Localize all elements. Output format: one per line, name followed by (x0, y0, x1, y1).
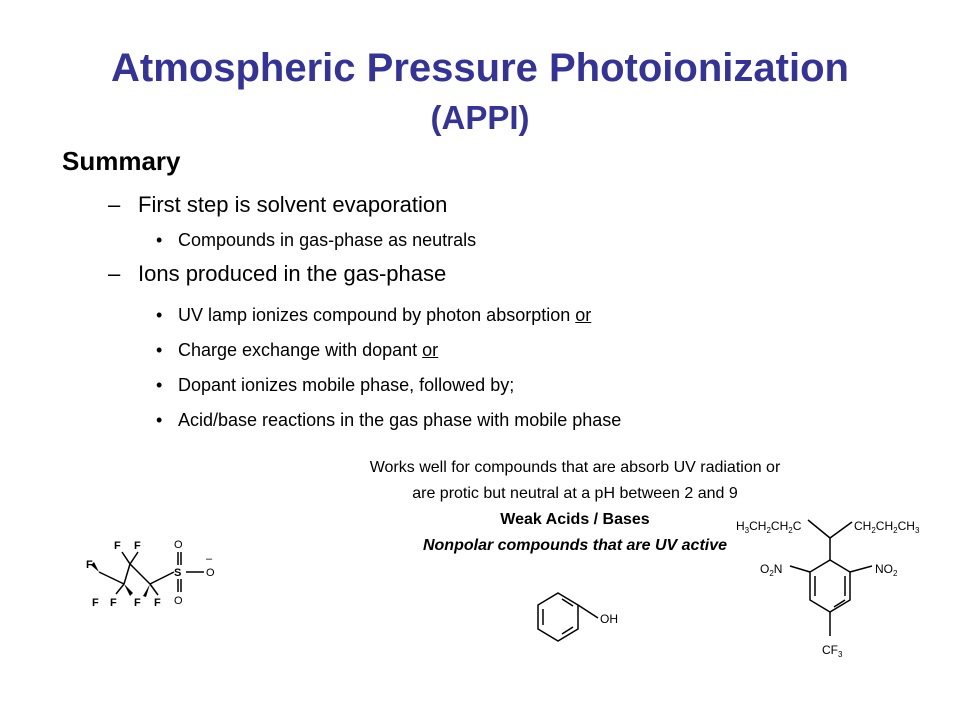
point-1-sub-1-text: Compounds in gas-phase as neutrals (178, 230, 477, 250)
o-label: O (206, 567, 215, 579)
bullet-marker: • (156, 410, 163, 430)
summary-heading: Summary (62, 146, 181, 176)
point-1-sub-1 (156, 228, 476, 252)
point-2-sub-2-text: Charge exchange with dopant (178, 340, 423, 360)
note-line-4: Nonpolar compounds that are UV active (422, 537, 728, 554)
o-label: O (174, 539, 183, 551)
nitro-right: $NO_2$ (875, 562, 898, 578)
or-underlined: or (422, 340, 439, 360)
dash-marker: – (108, 192, 121, 217)
bullet-marker: • (156, 375, 163, 395)
or-underlined: or (575, 305, 592, 325)
point-2 (108, 260, 446, 288)
oh-label: OH (600, 612, 618, 626)
sulfonate-structure (82, 532, 232, 612)
point-2-sub-2 (156, 338, 438, 362)
note-line-3: Weak Acids / Bases (500, 511, 650, 528)
dash-marker: – (108, 261, 121, 286)
phenol-structure (510, 585, 650, 660)
f-label: F (110, 597, 117, 609)
s-label: S (174, 567, 182, 579)
point-2-sub-3-text: Dopant ionizes mobile phase, followed by; (178, 375, 515, 395)
slide-subtitle: (APPI) (430, 99, 530, 136)
f-label: F (134, 540, 141, 552)
f-label: F (114, 540, 121, 552)
f-label: F (92, 597, 99, 609)
point-2-sub-4-text: Acid/base reactions in the gas phase with mobile phase (178, 410, 622, 430)
bullet-marker: • (156, 305, 163, 325)
nitro-left: $O_2N$ (760, 562, 783, 578)
cf3-label: $CF_3$ (822, 643, 843, 659)
point-2-sub-3 (156, 373, 514, 397)
point-1 (108, 191, 447, 219)
point-2-text: Ions produced in the gas-phase (138, 261, 447, 286)
f-label: F (86, 559, 93, 571)
o-label: O (174, 595, 183, 607)
note-line-1: Works well for compounds that are absorb UV radiation or (369, 459, 781, 476)
trifluralin-structure (730, 508, 945, 673)
point-2-sub-1-text: UV lamp ionizes compound by photon absorption (178, 305, 576, 325)
f-label: F (134, 597, 141, 609)
slide-title: Atmospheric Pressure Photoionization (111, 46, 849, 90)
point-1-text: First step is solvent evaporation (138, 192, 448, 217)
bullet-marker: • (156, 230, 163, 250)
chain-left: $H_3CH_2CH_2C$ (736, 519, 802, 535)
bullet-marker: • (156, 340, 163, 360)
charge-label: – (206, 553, 213, 565)
point-2-sub-4 (156, 408, 621, 432)
chain-right: $CH_2CH_2CH_3$ (854, 519, 920, 535)
point-2-sub-1 (156, 303, 591, 327)
note-line-2: are protic but neutral at a pH between 2 and 9 (412, 485, 738, 502)
f-label: F (154, 597, 161, 609)
